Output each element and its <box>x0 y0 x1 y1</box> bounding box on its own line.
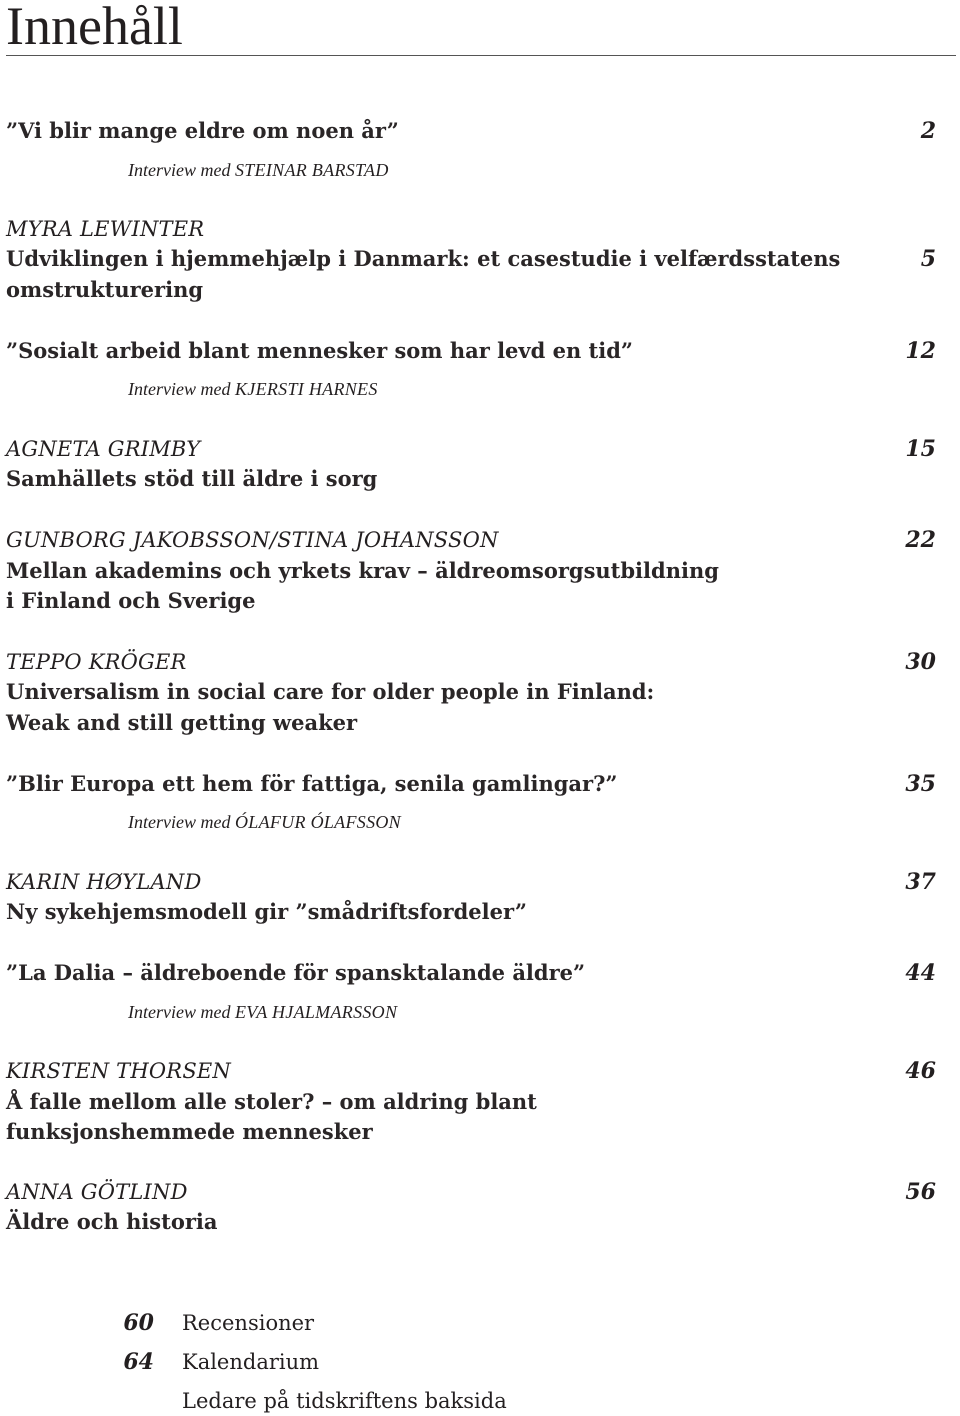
entry-page-number: 56 <box>905 1179 936 1205</box>
entry-title: ”Sosialt arbeid blant mennesker som har levd en tid” <box>6 338 633 363</box>
entry-title-line: Å falle mellom alle stoler? – om aldring blant <box>6 1089 537 1114</box>
entry-interview: Interview med EVA HJALMARSSON <box>128 1002 398 1022</box>
title-rule <box>6 55 956 56</box>
entry-author: GUNBORG JAKOBSSON/STINA JOHANSSON <box>6 528 499 552</box>
entry-page-number: 15 <box>905 436 936 462</box>
entry-title-line: Äldre och historia <box>6 1209 218 1234</box>
entry-title: ”Vi blir mange eldre om noen år” <box>6 118 399 143</box>
entry-title-line: Ny sykehjemsmodell gir ”smådriftsfordeler” <box>6 899 527 924</box>
entry-author: ANNA GÖTLIND <box>6 1180 188 1204</box>
entry-title: ”Blir Europa ett hem för fattiga, senila gamlingar?” <box>6 771 618 796</box>
entry-author: MYRA LEWINTER <box>6 217 205 241</box>
entry-page-number: 35 <box>905 771 936 797</box>
entry-author: KIRSTEN THORSEN <box>6 1059 232 1083</box>
bottom-page-number: 60 <box>123 1310 154 1336</box>
entry-page-number: 2 <box>920 118 936 144</box>
bottom-label: Kalendarium <box>182 1350 320 1374</box>
entry-interview: Interview med KJERSTI HARNES <box>128 379 378 399</box>
entry-page-number: 12 <box>905 338 936 364</box>
entry-page-number: 5 <box>920 246 936 272</box>
entry-interview: Interview med ÓLAFUR ÓLAFSSON <box>128 812 401 832</box>
entry-title-line: i Finland och Sverige <box>6 588 256 613</box>
page-title: Innehåll <box>6 0 183 56</box>
bottom-label: Ledare på tidskriftens baksida <box>182 1389 507 1413</box>
entry-page-number: 44 <box>905 960 936 986</box>
entry-title-line: Weak and still getting weaker <box>6 710 358 735</box>
entry-title-line: Universalism in social care for older people in Finland: <box>6 679 655 704</box>
bottom-label: Recensioner <box>182 1311 315 1335</box>
entry-author: KARIN HØYLAND <box>6 870 202 894</box>
entry-interview: Interview med STEINAR BARSTAD <box>128 160 389 180</box>
entry-title-line: omstrukturering <box>6 277 204 302</box>
entry-page-number: 37 <box>905 869 936 895</box>
entry-author: AGNETA GRIMBY <box>6 437 201 461</box>
entry-title: ”La Dalia – äldreboende för spansktalande äldre” <box>6 960 586 985</box>
entry-title-line: funksjonshemmede mennesker <box>6 1119 373 1144</box>
bottom-page-number: 64 <box>123 1349 154 1375</box>
entry-title-line: Udviklingen i hjemmehjælp i Danmark: et casestudie i velfærdsstatens <box>6 246 841 271</box>
entry-page-number: 46 <box>905 1058 936 1084</box>
entry-title-line: Samhällets stöd till äldre i sorg <box>6 466 378 491</box>
entry-page-number: 22 <box>905 527 936 553</box>
entry-page-number: 30 <box>905 649 936 675</box>
entry-author: TEPPO KRÖGER <box>6 650 187 674</box>
entry-title-line: Mellan akademins och yrkets krav – äldreomsorgsutbildning <box>6 558 719 583</box>
